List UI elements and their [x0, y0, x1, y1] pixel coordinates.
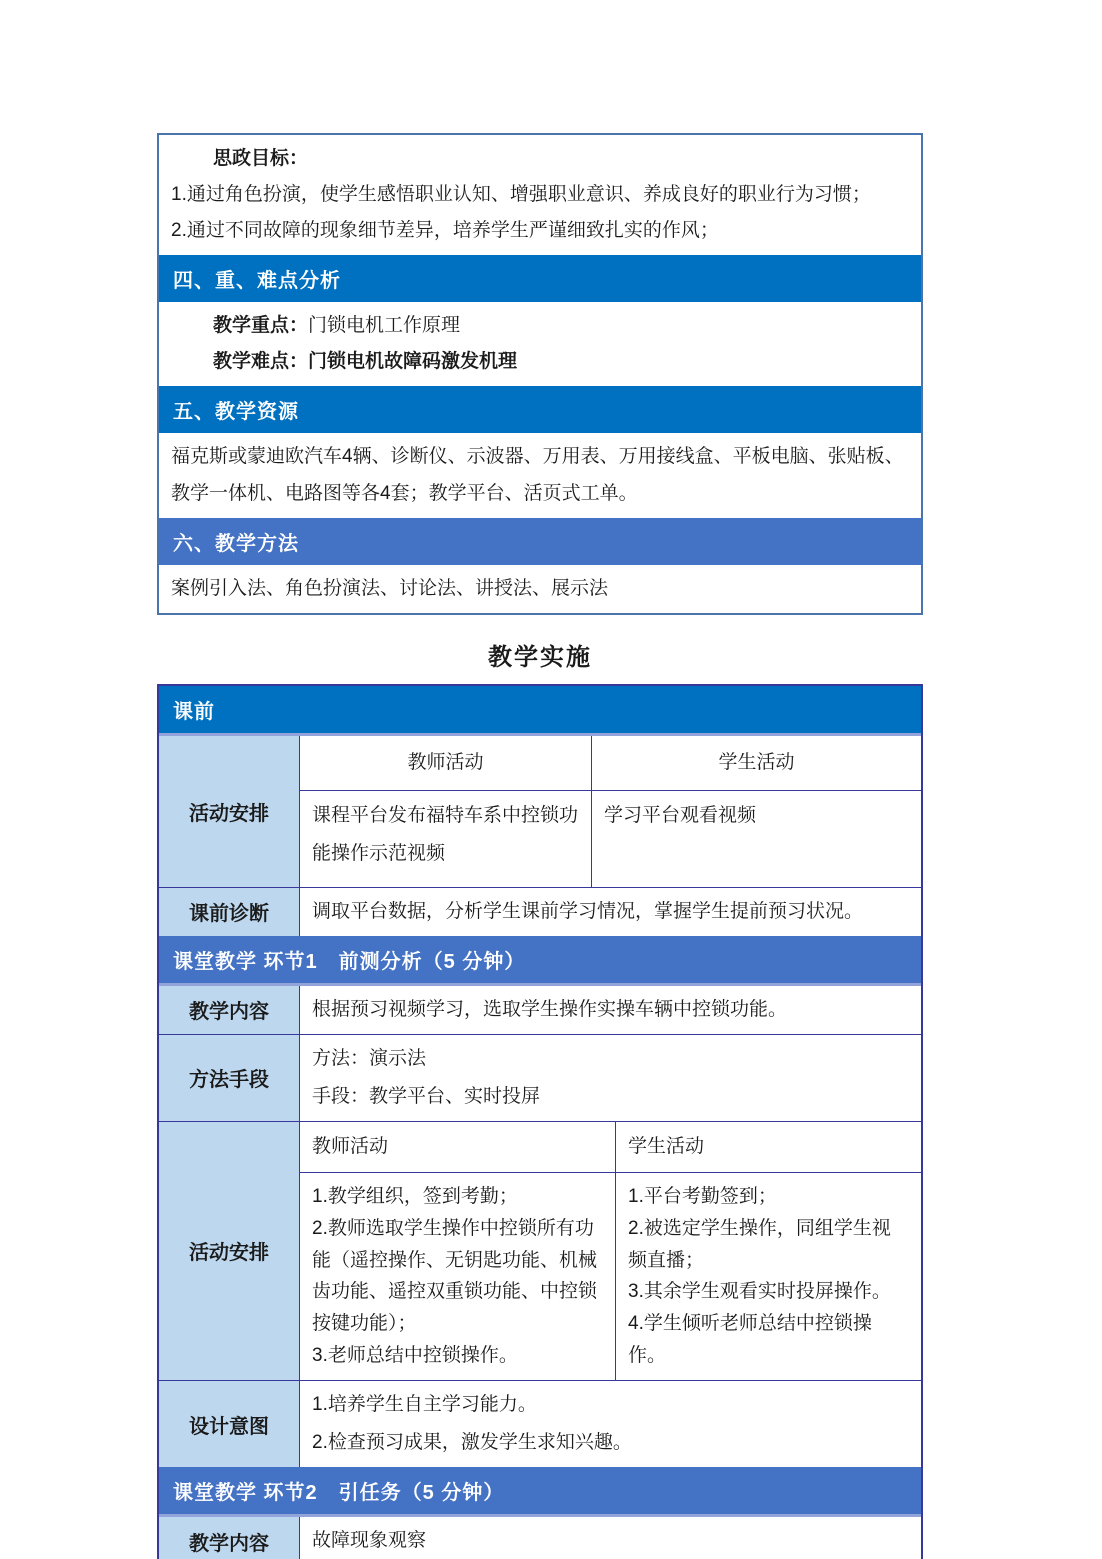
session1-intent-row: [159, 1380, 921, 1467]
document-content: [157, 133, 923, 1559]
session2-content-text: 故障现象观察: [312, 1530, 427, 1552]
preclass-activity-stack: [300, 736, 921, 887]
session1-activity-content: [300, 1173, 921, 1380]
student-activity-header: 学生活动: [628, 1135, 705, 1157]
teacher-activity-item: 3.老师总结中控锁操作。: [312, 1345, 518, 1367]
preclass-activity-content: [300, 791, 921, 887]
session1-activity-subheader: [300, 1122, 921, 1173]
intent-item: 2.检查预习成果，激发学生求知兴趣。: [312, 1432, 632, 1454]
key-point-label: 教学重点：: [213, 315, 309, 337]
ideology-goals-cell: [159, 135, 921, 255]
student-activity-item: 3.其余学生观看实时投屏操作。: [628, 1281, 891, 1303]
teaching-methods-cell: 案例引入法、角色扮演法、讨论法、讲授法、展示法: [171, 577, 609, 599]
session1-content-text: 根据预习视频学习，选取学生操作实操车辆中控锁功能。: [312, 998, 788, 1020]
key-difficult-points-cell: [159, 302, 921, 386]
teacher-activity-item: 1.教学组织，签到考勤；: [312, 1185, 518, 1207]
teaching-resources-cell: 福克斯或蒙迪欧汽车4辆、诊断仪、示波器、万用表、万用接线盒、平板电脑、张贴板、教学一体机、电路图等各4套；教学平台、活页式工单。: [171, 446, 904, 504]
session1-activity-stack: [300, 1122, 921, 1380]
student-activity-item: 1.平台考勤签到；: [628, 1185, 777, 1207]
preclass-diagnosis-label: 课前诊断: [159, 888, 300, 936]
session1-method-row: [159, 1034, 921, 1121]
preclass-activity-label: 活动安排: [159, 736, 300, 887]
teacher-activity-header: 教师活动: [300, 736, 592, 790]
student-activity-cell: [616, 1173, 921, 1380]
teacher-activity-cell: [300, 1173, 616, 1380]
student-activity-cell: 学习平台观看视频: [604, 804, 757, 826]
intent-item: 1.培养学生自主学习能力。: [312, 1394, 537, 1416]
session1-method-label: 方法手段: [159, 1035, 300, 1121]
key-point-text: 门锁电机工作原理: [308, 315, 461, 337]
difficult-point-line: [171, 344, 909, 380]
session1-intent-text: [300, 1381, 921, 1467]
session1-header-bar: 课堂教学 环节1 前测分析（5 分钟）: [159, 936, 921, 986]
ideology-goal-item: 1.通过角色扮演，使学生感悟职业认知、增强职业意识、养成良好的职业行为习惯；: [171, 184, 871, 206]
section4-header-bar: 四、重、难点分析: [159, 255, 921, 302]
lesson-overview-table: [157, 133, 923, 615]
session1-method-text: [300, 1035, 921, 1121]
ideology-goals-heading: 思政目标：: [213, 148, 309, 169]
session2-content-row: [159, 1517, 921, 1559]
teacher-activity-cell: 课程平台发布福特车系中控锁功能操作示范视频: [300, 791, 592, 887]
preclass-activity-subheader: [300, 736, 921, 791]
student-activity-item: 4.学生倾听老师总结中控锁操作。: [628, 1313, 872, 1367]
ideology-goal-item: 2.通过不同故障的现象细节差异，培养学生严谨细致扎实的作风；: [171, 220, 719, 242]
difficult-point-label: 教学难点：: [213, 351, 309, 373]
section6-header-bar: 六、教学方法: [159, 518, 921, 565]
teacher-activity-item: 2.教师选取学生操作中控锁所有功能（遥控操作、无钥匙功能、机械齿功能、遥控双重锁功能、中控锁按键功能）；: [312, 1217, 598, 1335]
implementation-table: [157, 684, 923, 1559]
teacher-activity-header: 教师活动: [300, 1122, 616, 1172]
session1-activity-label: 活动安排: [159, 1122, 300, 1380]
preclass-diagnosis-row: [159, 887, 921, 936]
session2-header-bar: 课堂教学 环节2 引任务（5 分钟）: [159, 1467, 921, 1517]
method-line: 手段：教学平台、实时投屏: [312, 1085, 541, 1107]
preclass-activity-row: [159, 736, 921, 887]
session1-content-row: [159, 986, 921, 1034]
student-activity-item: 2.被选定学生操作，同组学生视频直播；: [628, 1217, 891, 1271]
student-activity-header: 学生活动: [718, 751, 795, 773]
session1-content-label: 教学内容: [159, 986, 300, 1034]
difficult-point-text: 门锁电机故障码激发机理: [308, 351, 518, 373]
session2-content-label: 教学内容: [159, 1517, 300, 1559]
section5-header-bar: 五、教学资源: [159, 386, 921, 433]
session1-activity-row: [159, 1121, 921, 1380]
implementation-title: 教学实施: [488, 643, 592, 671]
preclass-diagnosis-text: 调取平台数据，分析学生课前学习情况，掌握学生提前预习状况。: [312, 900, 864, 922]
preclass-header-bar: 课前: [159, 686, 921, 736]
method-line: 方法：演示法: [312, 1047, 427, 1069]
session1-intent-label: 设计意图: [159, 1381, 300, 1467]
key-point-line: [171, 308, 909, 344]
